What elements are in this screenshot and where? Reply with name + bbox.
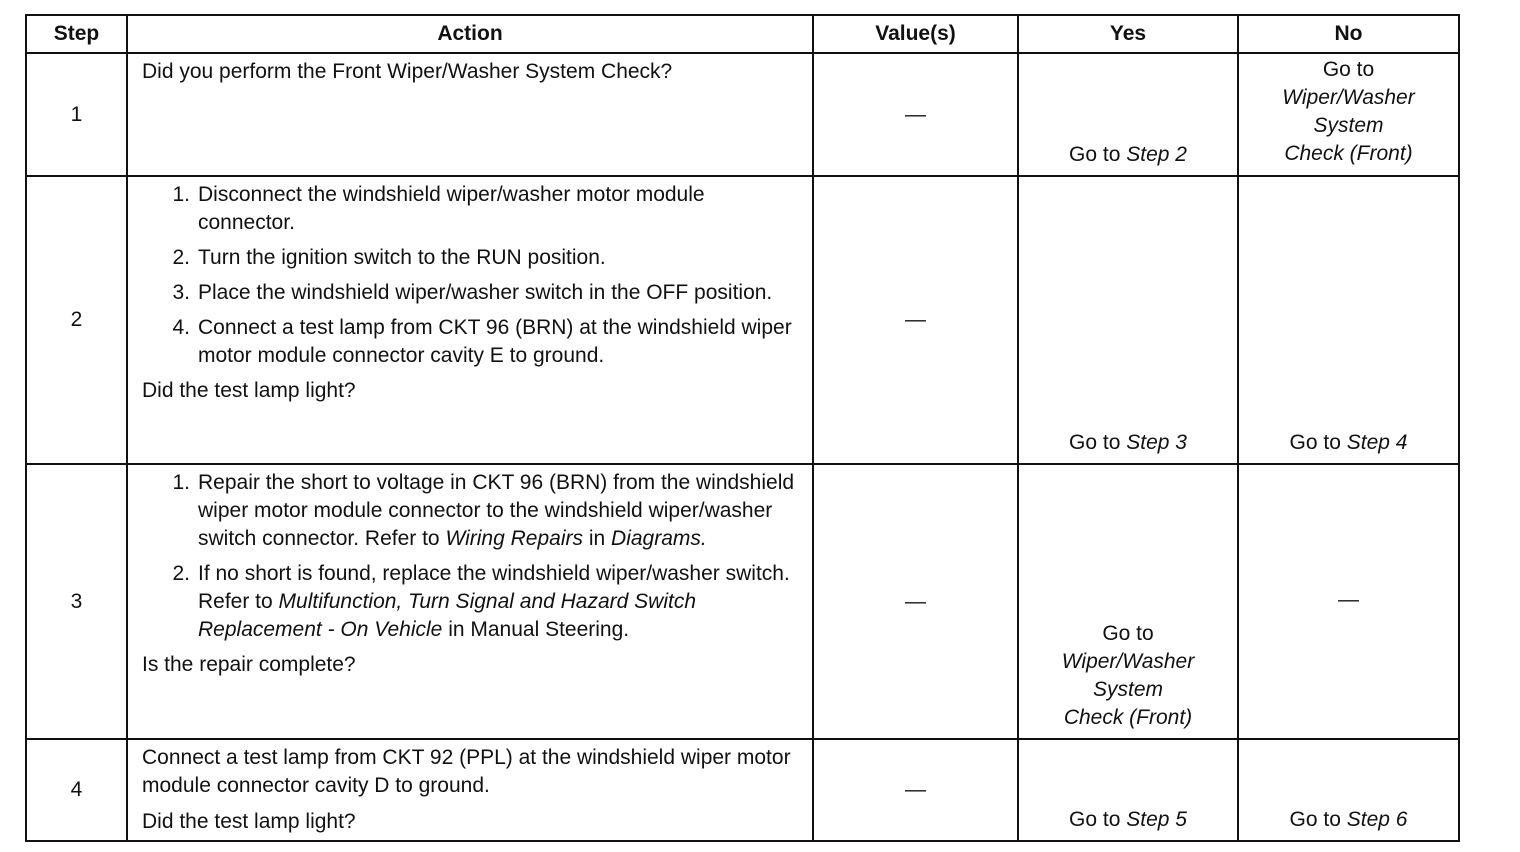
no-target-line: Wiper/Washer [1282,86,1415,109]
action-question: Did you perform the Front Wiper/Washer System Check? [142,60,673,83]
yes-cell [1018,176,1238,464]
diagnostic-table [25,14,1460,842]
value-cell [813,176,1018,464]
no-prefix: Go to [1322,58,1375,81]
action-question: Did the test lamp light? [142,379,356,402]
yes-prefix: Go to [1102,622,1154,645]
no-target-line: System [1313,114,1384,137]
action-steps [142,469,796,644]
action-cell [127,464,813,739]
action-text: Connect a test lamp from CKT 92 (PPL) at the windshield wiper motor module connector cavity D to ground. [142,746,791,797]
table-row [26,464,1459,739]
no-cell [1238,176,1459,464]
yes-prefix: Go to [1069,143,1121,166]
table-row [26,176,1459,464]
no-target: Step 6 [1346,808,1408,831]
yes-cell [1018,53,1238,176]
table-row [26,739,1459,841]
value-dash: — [905,589,926,613]
header-yes: Yes [1018,15,1238,53]
value-cell [813,464,1018,739]
action-cell [127,739,813,841]
reference-link: Diagrams. [611,527,707,550]
yes-cell [1018,464,1238,739]
no-prefix: Go to [1289,431,1341,454]
no-cell [1238,53,1459,176]
value-cell [813,739,1018,841]
no-prefix: Go to [1289,808,1341,831]
header-values: Value(s) [813,15,1018,53]
value-dash: — [905,308,926,331]
action-step: 1. Disconnect the windshield wiper/washer motor module connector. [172,183,705,234]
action-step: 3. Place the windshield wiper/washer switch in the OFF position. [172,281,773,304]
action-step: 1. Repair the short to voltage in CKT 96 (BRN) from the windshield wiper motor module connector to the windshield wiper/washer switch connector. Refer to Wiring Repairs in Diagrams. [172,471,795,550]
yes-target-line: System [1092,678,1163,701]
step-number: 3 [26,464,127,739]
yes-target: Step 2 [1126,143,1187,166]
value-dash: — [905,778,926,801]
action-question: Did the test lamp light? [142,810,356,833]
yes-prefix: Go to [1069,808,1121,831]
action-step: 2. If no short is found, replace the windshield wiper/washer switch. Refer to Multifunction, Turn Signal and Hazard Switch Replacement - On Vehicle in Manual Steering. [172,562,790,641]
step-number: 2 [26,176,127,464]
yes-target: Step 3 [1126,431,1187,454]
yes-cell [1018,739,1238,841]
step-number: 4 [26,739,127,841]
no-target: Step 4 [1346,431,1408,454]
no-target-line: Check (Front) [1284,142,1413,165]
value-dash: — [905,102,926,126]
no-cell [1238,464,1459,739]
action-step: 4. Connect a test lamp from CKT 96 (BRN) at the windshield wiper motor module connector cavity E to ground. [172,316,792,367]
table-row [26,53,1459,176]
header-no: No [1238,15,1459,53]
action-cell [127,53,813,176]
header-row [26,15,1459,53]
action-step: 2. Turn the ignition switch to the RUN position. [172,246,606,269]
value-cell [813,53,1018,176]
no-cell [1238,739,1459,841]
reference-link: Multifunction, Turn Signal and Hazard Switch Replacement - On Vehicle [198,590,697,641]
header-action: Action [127,15,813,53]
no-dash: — [1338,587,1359,611]
reference-link: Wiring Repairs [445,527,583,550]
yes-target-line: Wiper/Washer [1061,650,1195,673]
yes-target-line: Check (Front) [1063,706,1193,729]
step-number: 1 [26,53,127,176]
yes-target: Step 5 [1126,808,1187,831]
header-step: Step [26,15,127,53]
yes-prefix: Go to [1069,431,1121,454]
action-question: Is the repair complete? [142,653,356,676]
action-steps [142,181,796,370]
action-cell [127,176,813,464]
